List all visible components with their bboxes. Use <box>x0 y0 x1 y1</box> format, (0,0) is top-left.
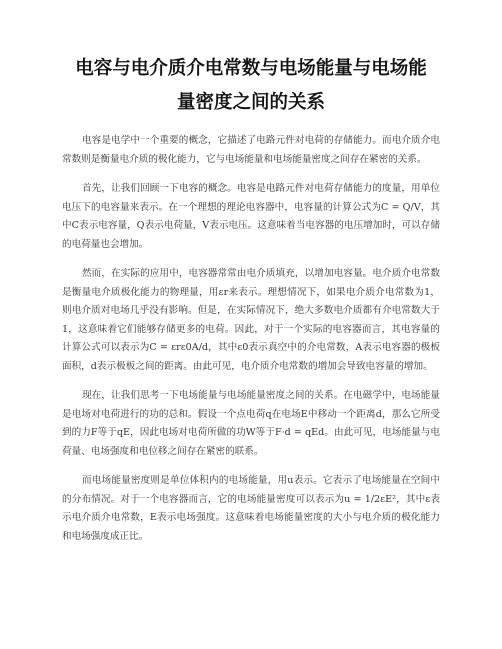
title-line-2: 量密度之间的关系 <box>176 92 325 113</box>
title-line-1: 电容与电介质介电常数与电场能量与电场能 <box>75 58 427 79</box>
document-body <box>62 132 440 546</box>
paragraph-dielectric: 然而，在实际的应用中，电容器常常由电介质填充，以增加电容量。电介质介电常数是衡量电介质极化能力的物理量，用εr来表示。理想情况下，如果电介质介电常数为1，则电介质对电场几乎没有影响。但是，在实际情况下，绝大多数电介质都有介电常数大于1，这意味着它们能够存储更多的电荷。因此，对于一个实际的电容器而言，其电容量的计算公式可以表示为C = εrε0A/d，其中ε0表示真空中的介电常数，A表示电容器的极板面积，d表示极板之间的距离。由此可见，电介质介电常数的增加会导致电容量的增加。 <box>62 268 440 372</box>
paragraph-intro: 电容是电学中一个重要的概念，它描述了电路元件对电荷的存储能力。而电介质介电常数则是衡量电介质的极化能力，它与电场能量和电场能量密度之间存在紧密的关系。 <box>62 135 440 165</box>
paragraph-energy-density: 而电场能量密度则是单位体积内的电场能量，用u表示。它表示了电场能量在空间中的分布情况。对于一个电容器而言，它的电场能量密度可以表示为u = 1/2εE²，其中ε表示电介质介电常数，E表示电场强度。这意味着电场能量密度的大小与电介质的极化能力和电场强度成正比。 <box>62 475 440 542</box>
paragraph-capacitance: 首先，让我们回顾一下电容的概念。电容是电路元件对电荷存储能力的度量，用单位电压下的电容量来表示。在一个理想的理论电容器中，电容量的计算公式为C = Q/V，其中C表示电容量，Q表示电荷量，V表示电压。这意味着当电容器的电压增加时，可以存储的电荷量也会增加。 <box>62 183 440 250</box>
document-title <box>62 52 440 120</box>
paragraph-field-energy: 现在，让我们思考一下电场能量与电场能量密度之间的关系。在电磁学中，电场能量是电场对电荷进行的功的总和。假设一个点电荷q在电场E中移动一个距离d，那么它所受到的力F等于qE，因此电场对电荷所做的功W等于F·d = qEd。由此可见，电场能量与电荷量、电场强度和电位移之间存在紧密的联系。 <box>62 390 440 457</box>
